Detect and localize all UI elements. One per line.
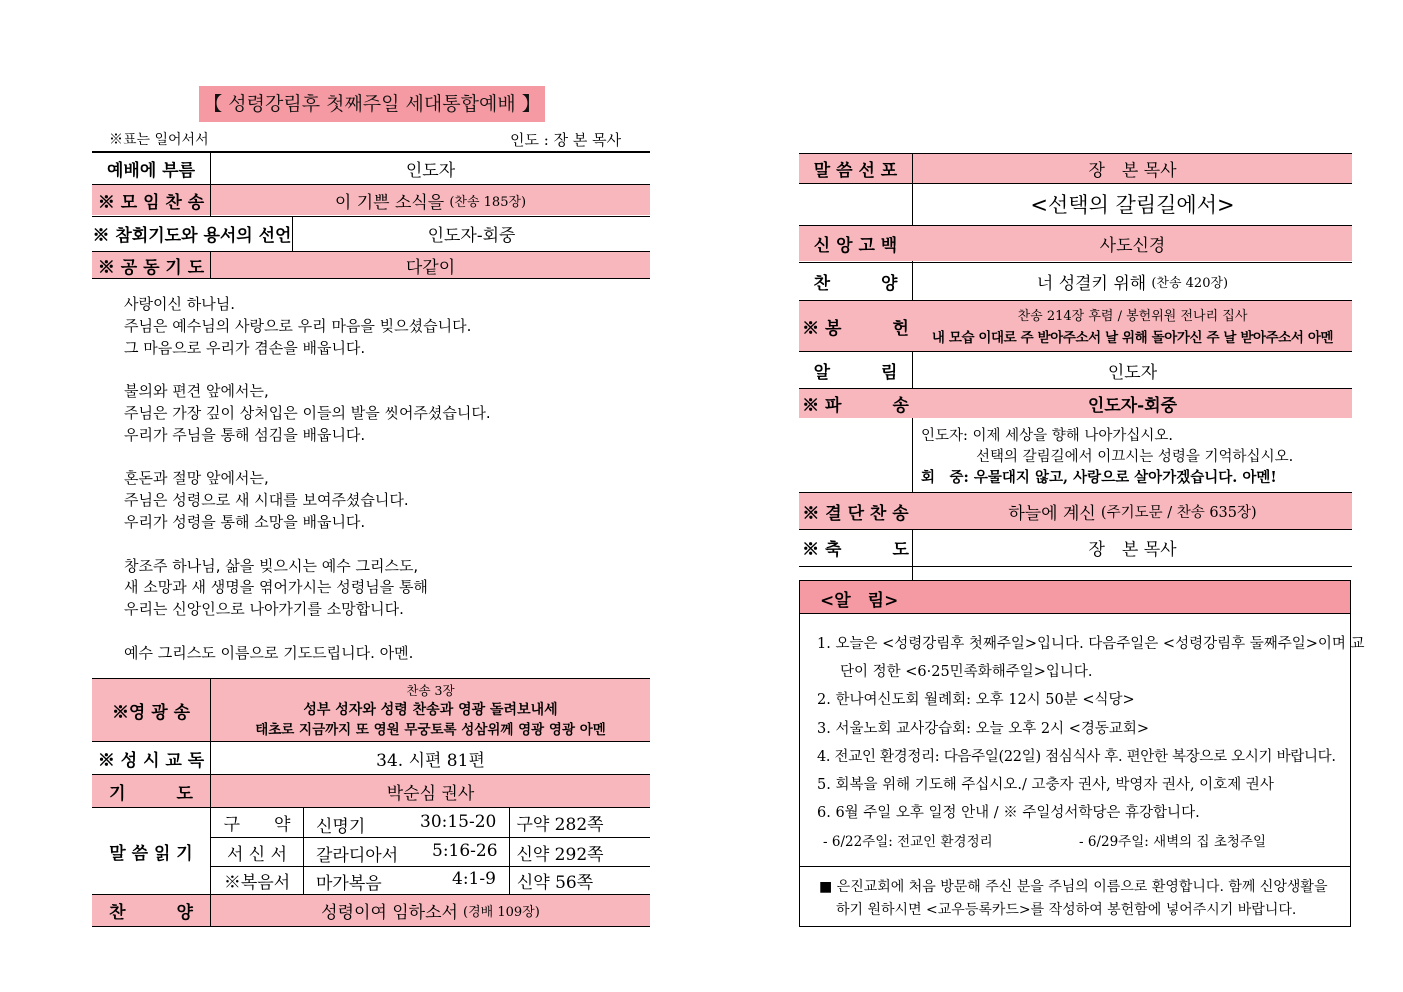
prayer-line — [124, 359, 491, 381]
welcome-line2: 하기 원하시면 <교우등록카드>를 작성하여 봉헌함에 넣어주시기 바랍니다. — [836, 902, 1297, 918]
sermon-title: <선택의 갈림길에서> — [1030, 193, 1235, 217]
prayer-label: 기 도 — [109, 783, 193, 804]
reading-page: 구약 282쪽 — [516, 815, 604, 835]
prayer-line — [124, 534, 491, 556]
opening-hymn-title: 이 기쁜 소식을 — [334, 192, 445, 213]
commitment-label: ※ 결 단 찬 송 — [802, 503, 909, 524]
notice-item: 2. 한나여신도회 월례회: 오후 12시 50분 <식당> — [817, 692, 1135, 708]
creed-label: 신 앙 고 백 — [813, 236, 898, 256]
opening-hymn — [211, 185, 650, 215]
notice-sub-right: - 6/29주일: 새벽의 집 초청주일 — [1079, 834, 1267, 850]
prayer-line: 예수 그리스도 이름으로 기도드립니다. 아멘. — [124, 643, 414, 662]
notice-item: 6. 6월 주일 오후 일정 안내 / ※ 주일성서학당은 휴강합니다. — [817, 805, 1200, 821]
prayer-line: 주님은 예수님의 사랑으로 우리 마음을 빚으셨습니다. — [124, 316, 472, 335]
prayer-line: 우리는 신앙인으로 나아가기를 소망합니다. — [124, 600, 404, 619]
praise-label: 찬 양 — [813, 274, 898, 294]
notice-item: 단이 정한 <6·25민족화해주일>입니다. — [840, 664, 1093, 680]
reading-book: 마가복음 — [316, 874, 382, 894]
prayer-value: 박순심 권사 — [386, 783, 475, 804]
anthem-note: (경배 109장) — [463, 905, 540, 920]
prayer-line: 주님은 성령으로 새 시대를 보여주셨습니다. — [124, 491, 409, 510]
notices-header: <알 림> — [820, 591, 899, 611]
offering-line1: 찬송 214장 후렴 / 봉헌위원 전나리 집사 — [1017, 309, 1248, 324]
leader-note: 인도 : 장 본 목사 — [510, 131, 622, 149]
sermon-label: 말 씀 선 포 — [813, 161, 898, 181]
prayer-line: 우리가 주님을 통해 섬김을 배웁니다. — [124, 425, 366, 444]
notice-item: 4. 전교인 환경정리: 다음주일(22일) 점심식사 후. 편안한 복장으로 오시기 바랍니다. — [817, 749, 1336, 765]
commitment — [913, 493, 1352, 529]
stand-note: ※표는 일어서서 — [109, 132, 209, 148]
reading-ref: 4:1-9 — [452, 869, 496, 889]
praise-title: 너 성결키 위해 — [1036, 274, 1147, 294]
gloria-label: ※영 광 송 — [111, 702, 191, 723]
prayer-line: 주님은 가장 깊이 상처입은 이들의 발을 씻어주셨습니다. — [124, 403, 491, 422]
anthem — [211, 895, 650, 926]
welcome-line1: ■ 은진교회에 처음 방문해 주신 분을 주님의 이름으로 환영합니다. 함께 신앙생활을 — [819, 879, 1328, 895]
gloria-line1: 성부 성자와 성령 찬송과 영광 돌려보내세 — [303, 702, 558, 718]
sending-line: 인도자: 이제 세상을 향해 나아가십시오. — [921, 428, 1174, 444]
reading-type: 구 약 — [223, 815, 291, 835]
prayer-line — [124, 621, 491, 643]
prayer-line: 사랑이신 하나님. — [124, 295, 235, 313]
reading-ref: 5:16-26 — [432, 841, 498, 861]
confession-value: 인도자-회중 — [427, 226, 516, 246]
sending-label: ※ 파 송 — [802, 396, 909, 416]
prayer-line: 창조주 하나님, 삶을 빚으시는 예수 그리스도, — [124, 556, 419, 575]
prayer-line: 우리가 성령을 통해 소망을 배웁니다. — [124, 512, 366, 531]
notice-item: 3. 서울노회 교사강습회: 오늘 오후 2시 <경동교회> — [817, 721, 1150, 737]
notice-sub-left: - 6/22주일: 전교인 환경정리 — [823, 834, 993, 850]
notice-item: 5. 회복을 위해 기도해 주십시오./ 고충자 권사, 박영자 권사, 이호제 권사 — [817, 777, 1274, 793]
call-label: 예배에 부름 — [106, 160, 196, 181]
anthem-label: 찬 양 — [109, 903, 193, 923]
reading-type: 서 신 서 — [226, 844, 288, 865]
commitment-note: (주기도문 / 찬송 635장) — [1100, 504, 1257, 521]
anthem-title: 성령이여 임하소서 — [321, 903, 458, 923]
service-title-box — [199, 86, 545, 122]
prayer-line: 새 소망과 새 생명을 엮어가시는 성령님을 통해 — [124, 578, 428, 597]
responsive-label: ※ 성 시 교 독 — [97, 750, 205, 771]
reading-ref: 30:15-20 — [420, 812, 497, 832]
sending-line: 회 중: 우물대지 않고, 사랑으로 살아가겠습니다. 아멘! — [921, 469, 1277, 486]
call-value: 인도자 — [405, 160, 456, 181]
prayer-line: 그 마음으로 우리가 겸손을 배웁니다. — [124, 338, 366, 357]
benediction-value: 장 본 목사 — [1088, 540, 1177, 560]
benediction-label: ※ 축 도 — [802, 540, 909, 560]
confession-label: ※ 참회기도와 용서의 선언 — [92, 226, 292, 246]
common-prayer-value: 다같이 — [405, 257, 456, 278]
offering-label: ※ 봉 헌 — [802, 318, 909, 339]
gloria-line2: 태초로 지금까지 또 영원 무궁토록 성삼위께 영광 영광 아멘 — [255, 722, 606, 738]
announce-label: 알 림 — [813, 362, 898, 383]
reading-page: 신약 56쪽 — [516, 873, 594, 893]
opening-hymn-note: (찬송 185장) — [449, 194, 527, 210]
common-prayer-text — [124, 294, 491, 665]
notice-item: 1. 오늘은 <성령강림후 첫째주일>입니다. 다음주일은 <성령강림후 둘째주일>이며 교 — [817, 636, 1365, 652]
reading-type: ※복음서 — [223, 873, 291, 893]
sermon-preacher: 장 본 목사 — [1088, 161, 1177, 181]
praise-note: (찬송 420장) — [1151, 276, 1229, 291]
sending-line: 선택의 갈림길에서 이끄시는 성령을 기억하십시오. — [976, 449, 1294, 465]
common-prayer-label: ※ 공 동 기 도 — [97, 257, 205, 278]
reading-book: 신명기 — [316, 817, 366, 837]
sending-value: 인도자-회중 — [1087, 396, 1178, 416]
prayer-line: 혼돈과 절망 앞에서는, — [124, 469, 269, 488]
praise — [913, 263, 1352, 300]
creed-value: 사도신경 — [1099, 236, 1166, 256]
service-title: 【 성령강림후 첫째주일 세대통합예배 】 — [203, 93, 541, 115]
reading-label: 말 씀 읽 기 — [109, 843, 193, 864]
reading-page: 신약 292쪽 — [516, 844, 604, 865]
commitment-title: 하늘에 계신 — [1008, 503, 1096, 524]
offering-line2: 내 모습 이대로 주 받아주소서 날 위해 돌아가신 주 날 받아주소서 아멘 — [931, 330, 1334, 346]
responsive-value: 34. 시편 81편 — [376, 750, 485, 771]
opening-hymn-label: ※ 모 임 찬 송 — [97, 192, 205, 213]
gloria-hymn-no: 찬송 3장 — [406, 683, 455, 698]
prayer-line — [124, 447, 491, 469]
reading-book: 갈라디아서 — [316, 846, 399, 866]
announce-value: 인도자 — [1107, 362, 1158, 383]
prayer-line: 불의와 편견 앞에서는, — [124, 382, 269, 401]
